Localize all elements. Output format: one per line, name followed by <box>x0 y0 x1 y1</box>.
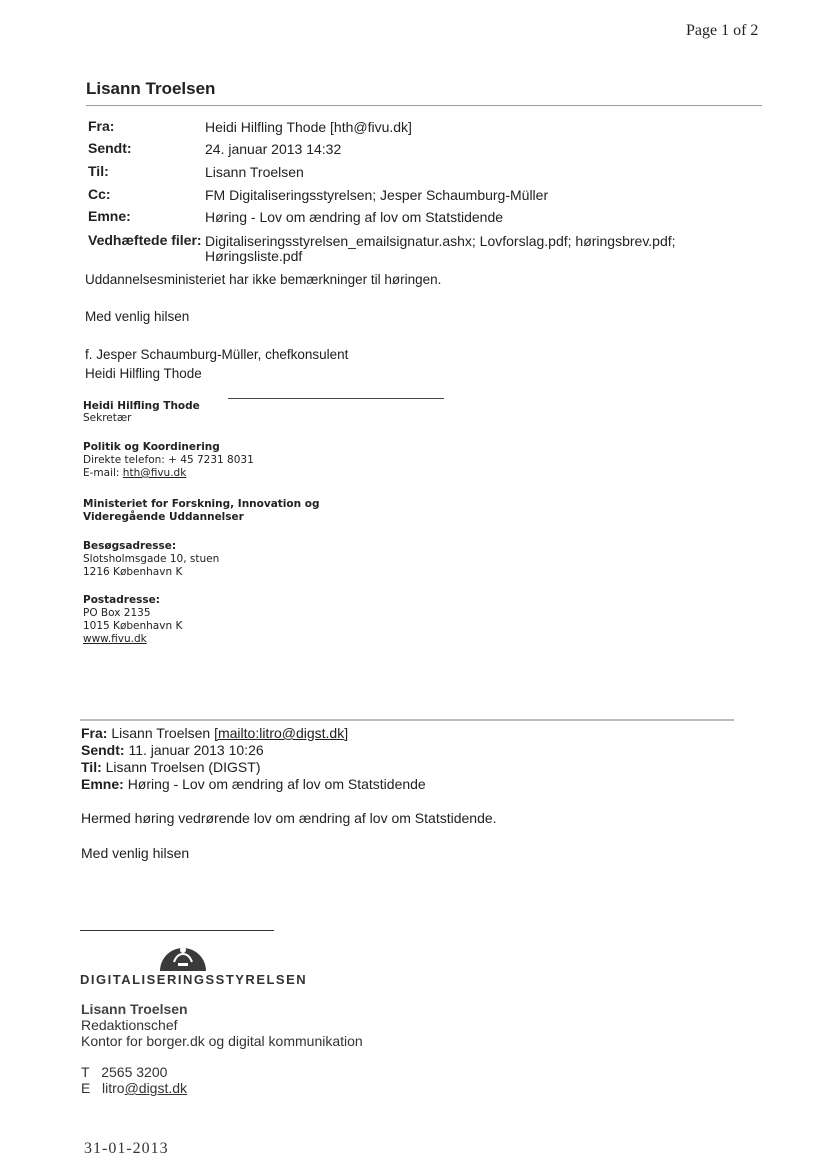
from-value: Heidi Hilfling Thode [hth@fivu.dk] <box>205 119 412 135</box>
digst-phone-label: T <box>81 1064 90 1080</box>
reply-text: Uddannelsesministeriet har ikke bemærkninger til høringen. <box>85 272 442 287</box>
attachments-label: Vedhæftede filer: <box>88 232 202 248</box>
digst-name: Lisann Troelsen <box>81 1001 188 1017</box>
sig-email-link[interactable]: hth@fivu.dk <box>122 467 187 479</box>
mailbox-owner-name: Lisann Troelsen <box>86 79 216 98</box>
fw-mailto-link[interactable]: [mailto:litro@digst.dk] <box>214 725 349 741</box>
page-number: Page 1 of 2 <box>686 22 759 39</box>
digst-email-label: E <box>81 1080 91 1096</box>
sig-visit-street: Slotsholmsgade 10, stuen <box>83 553 220 565</box>
fw-subject-label: Emne: <box>81 776 124 792</box>
digst-phone: 2565 3200 <box>101 1064 168 1080</box>
sig-ministry-1: Ministeriet for Forskning, Innovation og <box>83 498 320 510</box>
fw-to-value: Lisann Troelsen (DIGST) <box>105 759 261 775</box>
fw-sent-label: Sendt: <box>81 742 125 758</box>
digst-email-user: litro <box>102 1080 125 1096</box>
fw-body-text: Hermed høring vedrørende lov om ændring af lov om Statstidende. <box>81 810 497 826</box>
digst-title: Redaktionschef <box>81 1017 178 1033</box>
sig-email-prefix: E-mail: <box>83 467 123 479</box>
digst-office: Kontor for borger.dk og digital kommunikation <box>81 1033 363 1049</box>
subject-value: Høring - Lov om ændring af lov om Statstidende <box>205 209 504 225</box>
sig-ministry-2: Videregående Uddannelser <box>83 511 244 523</box>
crown-logo-icon <box>158 942 208 972</box>
sig-department: Politik og Koordinering <box>83 441 220 453</box>
reply-signoff-2: Heidi Hilfling Thode <box>85 366 202 381</box>
subject-label: Emne: <box>88 208 131 224</box>
from-label: Fra: <box>88 118 115 134</box>
fw-sent-value: 11. januar 2013 10:26 <box>128 742 264 758</box>
fw-from-label: Fra: <box>81 725 108 741</box>
sig-phone: Direkte telefon: + 45 7231 8031 <box>83 454 254 466</box>
sig-title: Sekretær <box>83 412 132 424</box>
fw-subject-value: Høring - Lov om ændring af lov om Statstidende <box>127 776 426 792</box>
to-label: Til: <box>88 163 109 179</box>
reply-signoff-1: f. Jesper Schaumburg-Müller, chefkonsulent <box>85 347 349 362</box>
sent-value: 24. januar 2013 14:32 <box>205 141 342 157</box>
sig-post-box: PO Box 2135 <box>83 607 151 619</box>
sig-visit-label: Besøgsadresse: <box>83 540 177 552</box>
sig-visit-city: 1216 København K <box>83 566 183 578</box>
sig-post-city: 1015 København K <box>83 620 183 632</box>
sig-website-link[interactable]: www.fivu.dk <box>83 633 147 645</box>
to-value: Lisann Troelsen <box>205 164 304 180</box>
fw-from-value: Lisann Troelsen <box>111 725 215 741</box>
fw-greeting: Med venlig hilsen <box>81 845 190 861</box>
digst-signature-divider <box>80 930 274 931</box>
sig-post-label: Postadresse: <box>83 594 160 606</box>
digst-logo-text: DIGITALISERINGSSTYRELSEN <box>80 972 308 987</box>
signature-divider <box>228 398 444 399</box>
reply-greeting: Med venlig hilsen <box>85 309 190 324</box>
attachments-line-2[interactable]: Høringsliste.pdf <box>205 248 303 264</box>
header-divider <box>86 105 762 106</box>
fw-to-label: Til: <box>81 759 102 775</box>
attachments-line-1[interactable]: Digitaliseringsstyrelsen_emailsignatur.ashx; Lovforslag.pdf; høringsbrev.pdf; <box>205 233 676 249</box>
sent-label: Sendt: <box>88 140 132 156</box>
sig-name: Heidi Hilfling Thode <box>83 400 200 412</box>
print-date: 31-01-2013 <box>84 1140 169 1157</box>
cc-value: FM Digitaliseringsstyrelsen; Jesper Schaumburg-Müller <box>205 187 549 203</box>
cc-label: Cc: <box>88 186 111 202</box>
forwarded-divider <box>80 719 734 721</box>
digst-email-link[interactable]: @digst.dk <box>124 1080 188 1096</box>
